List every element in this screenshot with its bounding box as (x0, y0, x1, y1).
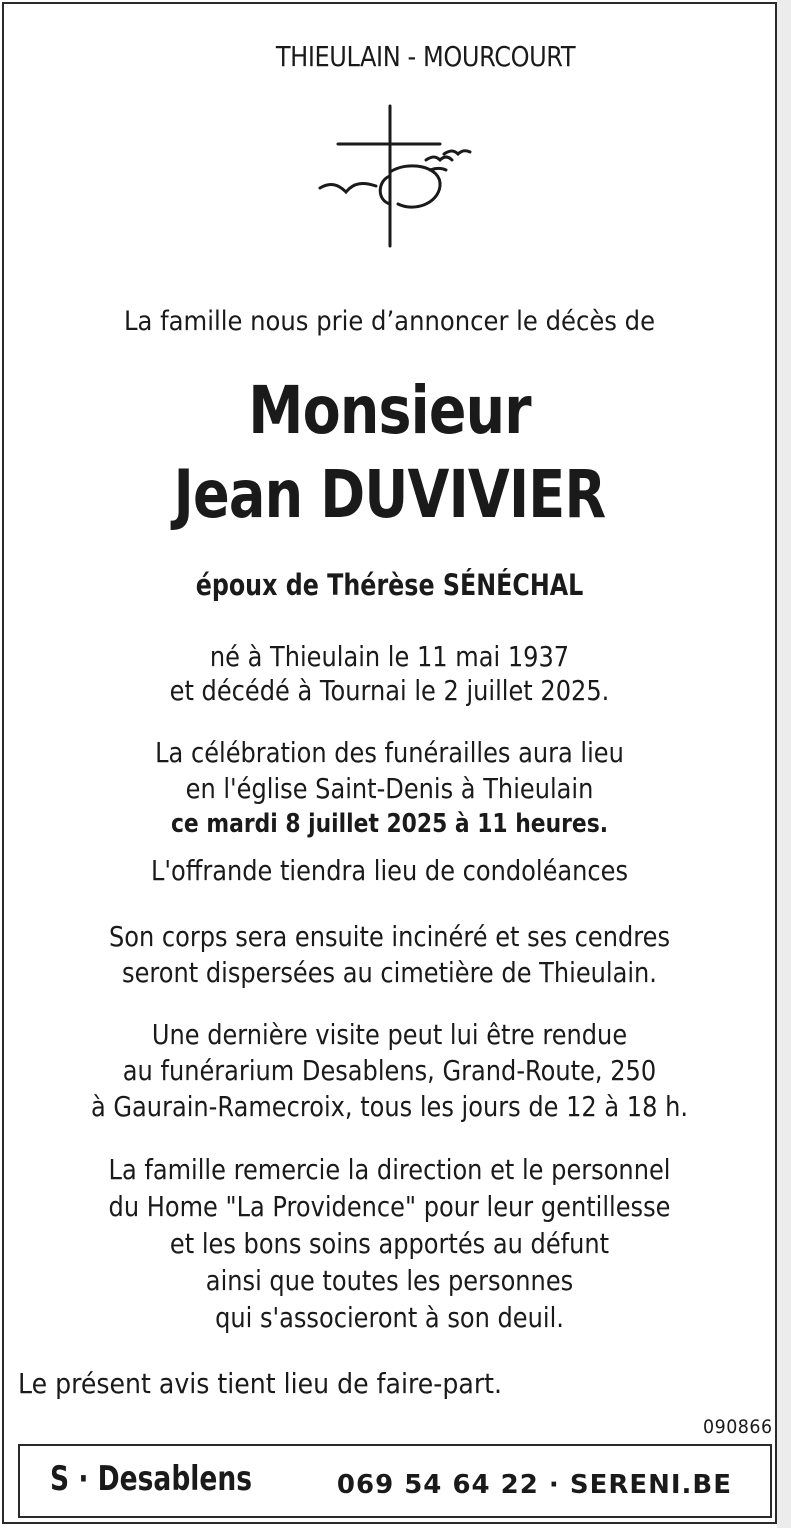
thanks-line-4: ainsi que toutes les personnes (205, 1264, 574, 1297)
death-line: et décédé à Tournai le 2 juillet 2025. (169, 674, 610, 707)
thanks-line-1: La famille remercie la direction et le personnel (108, 1153, 671, 1186)
offering-line: L'offrande tiendra lieu de condoléances (150, 854, 629, 887)
cross-sun-birds-icon (318, 104, 474, 248)
funeral-line-1: La célébration des funérailles aura lieu (155, 736, 624, 769)
funeral-home-brand: S · Desablens (50, 1459, 253, 1499)
thanks-line-5: qui s'associeront à son deuil. (215, 1301, 564, 1334)
faire-part-notice: Le présent avis tient lieu de faire-part. (18, 1367, 503, 1400)
thanks-line-2: du Home "La Providence" pour leur gentillesse (108, 1190, 671, 1223)
location-heading: THIEULAIN - MOURCOURT (275, 40, 576, 73)
birth-line: né à Thieulain le 11 mai 1937 (209, 640, 570, 673)
funeral-home-contact: 069 54 64 22 · SERENI.BE (336, 1470, 732, 1500)
cremation-line-2: seront dispersées au cimetière de Thieulain. (122, 956, 657, 989)
thanks-line-3: et les bons soins apportés au défunt (169, 1227, 610, 1260)
spouse-line: époux de Thérèse SÉNÉCHAL (195, 568, 584, 602)
intro-text: La famille nous prie d’annoncer le décès de (123, 306, 656, 337)
deceased-name: Jean DUVIVIER (173, 456, 606, 533)
cremation-line-1: Son corps sera ensuite incinéré et ses cendres (108, 920, 671, 953)
visit-line-3: à Gaurain-Ramecroix, tous les jours de 12 à 18 h. (90, 1090, 689, 1123)
funeral-line-2: en l'église Saint-Denis à Thieulain (185, 772, 594, 805)
funeral-date: ce mardi 8 juillet 2025 à 11 heures. (170, 809, 609, 839)
deceased-title: Monsieur (248, 372, 531, 449)
visit-line-1: Une dernière visite peut lui être rendue (151, 1018, 628, 1051)
funeral-home-footer (18, 1444, 772, 1518)
reference-number: 090866 (703, 1416, 773, 1438)
visit-line-2: au funérarium Desablens, Grand-Route, 250 (122, 1054, 657, 1087)
page-edge-strip (777, 0, 791, 1528)
